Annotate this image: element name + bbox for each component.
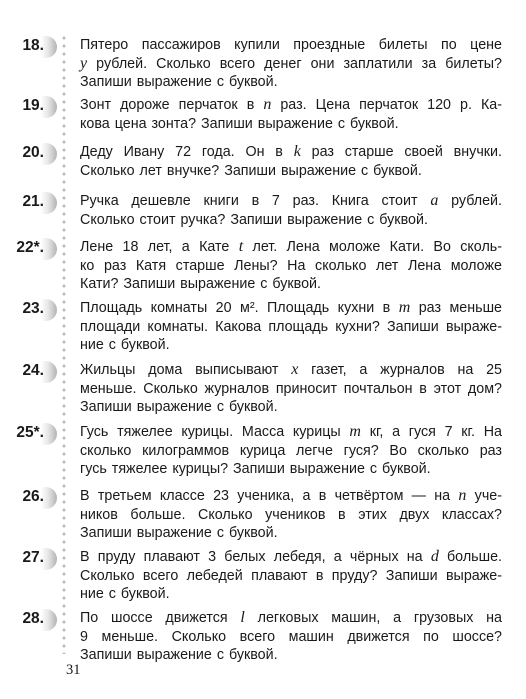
text-segment: газет, а журналов на 25 xyxy=(298,362,502,378)
variable-letter: n xyxy=(263,96,272,113)
text-segment: Площадь комнаты 20 м². Площадь кухни в xyxy=(80,300,399,316)
problem-text-line xyxy=(80,361,502,380)
text-segment: раз. Цена перчаток 120 р. Ка- xyxy=(271,97,502,113)
text-segment: легковых машин, а грузовых на xyxy=(244,610,502,626)
text-segment: ников больше. Сколько учеников в этих двух классах? xyxy=(80,506,502,523)
problem-text-line xyxy=(80,548,502,567)
text-segment: В третьем классе 23 ученика, а в четвёртом — на xyxy=(80,488,459,504)
text-segment: Жильцы дома выписывают xyxy=(80,362,292,378)
text-segment: Запиши выражение с буквой. xyxy=(80,74,278,91)
problem-number: 28. xyxy=(22,610,44,627)
dotted-margin-line xyxy=(62,34,66,654)
problem-text-line xyxy=(80,460,502,479)
problem-text-line xyxy=(80,211,502,230)
problem-text-line xyxy=(80,380,502,399)
text-segment: раз старше своей внучки. xyxy=(300,144,502,160)
text-segment: В пруду плавают 3 белых лебедя, а чёрных на xyxy=(80,549,431,565)
problem-text-line xyxy=(80,115,502,134)
text-segment: Зонт дороже перчаток в xyxy=(80,97,264,113)
problem-number: 26. xyxy=(22,488,44,505)
problem-text-line xyxy=(80,257,502,276)
problem-text-line xyxy=(80,487,502,506)
text-segment: больше. xyxy=(438,549,503,565)
text-segment: рублей. xyxy=(438,193,502,209)
text-segment: Ручка дешевле книги в 7 раз. Книга стоит xyxy=(80,193,431,209)
variable-letter: k xyxy=(293,143,301,160)
problem-text-line xyxy=(80,609,502,628)
problem-text-line xyxy=(80,299,502,318)
text-segment: Сколько лет внучке? Запиши выражение с буквой. xyxy=(80,162,422,179)
text-segment: Сколько стоит ручка? Запиши выражение с буквой. xyxy=(80,211,428,228)
problem-text-line xyxy=(80,423,502,442)
problem-text-line xyxy=(80,96,502,115)
variable-letter: m xyxy=(349,423,361,440)
problem-text-line xyxy=(80,398,502,417)
text-segment: Запиши выражение с буквой. xyxy=(80,647,278,664)
problem-text-line xyxy=(80,585,502,604)
problem-text-line xyxy=(80,162,502,181)
variable-letter: t xyxy=(238,238,244,255)
problem-number: 23. xyxy=(22,300,44,317)
problem-number: 25*. xyxy=(16,424,44,441)
text-segment: рублей. Сколько всего денег они заплатили за билеты? xyxy=(87,55,502,72)
variable-letter: l xyxy=(240,609,245,626)
problem-text-line xyxy=(80,192,502,211)
problem-text-line xyxy=(80,628,502,647)
text-segment: лет. Лена моложе Кати. Во сколь- xyxy=(243,239,502,255)
problem-text-line xyxy=(80,73,502,92)
text-segment: раз меньше xyxy=(410,300,502,316)
text-segment: ко раз Катя старше Лены? На сколько лет Лена моложе xyxy=(80,257,502,274)
text-segment: Кати? Запиши выражение с буквой. xyxy=(80,276,322,293)
variable-letter: a xyxy=(430,192,439,209)
text-segment: сколько килограммов курица легче гуся? Во сколько раз xyxy=(80,442,502,459)
text-segment: Деду Ивану 72 года. Он в xyxy=(80,144,294,160)
variable-letter: m xyxy=(398,299,411,316)
variable-letter: y xyxy=(80,54,88,72)
variable-letter: x xyxy=(291,361,299,378)
text-segment: кг, а гуся 7 кг. На xyxy=(360,424,502,440)
problem-text-line xyxy=(80,318,502,337)
problem-number: 24. xyxy=(22,362,44,379)
text-segment: ние с буквой. xyxy=(80,337,170,354)
problem-number: 21. xyxy=(22,193,44,210)
problem-text-line xyxy=(80,143,502,162)
page-number: 31 xyxy=(66,662,81,678)
problem-number: 18. xyxy=(22,37,44,54)
text-segment: Сколько всего лебедей плавают в пруду? Запиши выраже- xyxy=(80,567,502,584)
problem-text-line xyxy=(80,646,502,665)
text-segment: кова цена зонта? Запиши выражение с буквой. xyxy=(80,115,399,132)
problem-text-line xyxy=(80,275,502,294)
text-segment: Гусь тяжелее курицы. Масса курицы xyxy=(80,424,350,440)
text-segment: Пятеро пассажиров купили проездные билеты по цене xyxy=(80,37,502,53)
text-segment: площади комнаты. Какова площадь кухни? Запиши выраже- xyxy=(80,318,502,335)
text-segment: ние с буквой. xyxy=(80,586,170,603)
text-segment: Запиши выражение с буквой. xyxy=(80,525,278,542)
problem-text-line xyxy=(80,36,502,55)
text-segment: 9 меньше. Сколько всего машин движется по шоссе? xyxy=(80,628,502,645)
text-segment: Лене 18 лет, а Кате xyxy=(80,239,239,255)
problem-number: 27. xyxy=(22,549,44,566)
problem-text-line xyxy=(80,336,502,355)
text-segment: По шоссе движется xyxy=(80,610,241,626)
text-segment: меньше. Сколько журналов приносит почтальон в этот дом? xyxy=(80,380,502,397)
variable-letter: n xyxy=(458,487,467,504)
problem-text-line xyxy=(80,238,502,257)
text-segment: уче- xyxy=(466,488,502,504)
problem-text-line xyxy=(80,524,502,543)
text-segment: гусь тяжелее курицы? Запиши выражение с буквой. xyxy=(80,461,431,478)
variable-letter: d xyxy=(430,548,439,565)
problem-text-line xyxy=(80,55,502,74)
problem-text-line xyxy=(80,506,502,525)
text-segment: Запиши выражение с буквой. xyxy=(80,399,278,416)
problem-number: 22*. xyxy=(16,239,44,256)
problem-text-line xyxy=(80,567,502,586)
problem-text-line xyxy=(80,442,502,461)
problem-number: 19. xyxy=(22,97,44,114)
problem-number: 20. xyxy=(22,144,44,161)
